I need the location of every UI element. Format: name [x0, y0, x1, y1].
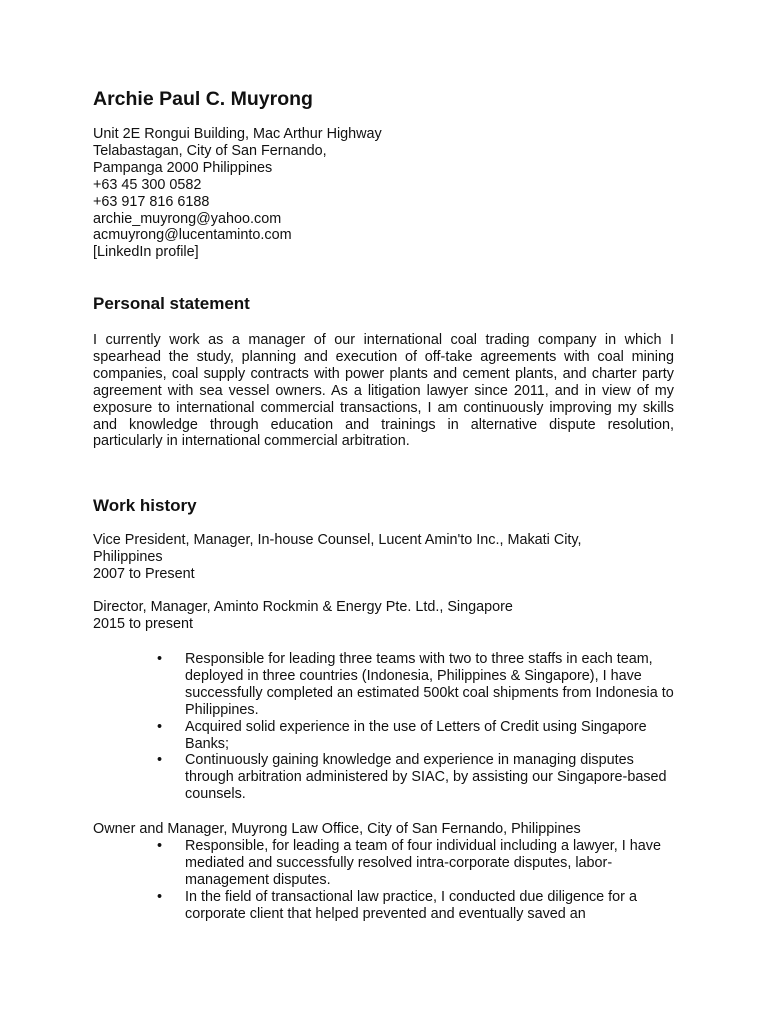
job-title: Vice President, Manager, In-house Counsel, Lucent Amin'to Inc., Makati City, — [93, 532, 582, 548]
law-office-responsibilities-list — [157, 838, 677, 923]
list-item-text: In the field of transactional law practice, I conducted due diligence for a corporate client that helped prevented and eventually saved an — [185, 888, 637, 922]
address-line-2: Telabastagan, City of San Fernando, — [93, 142, 327, 159]
job-title: Director, Manager, Aminto Rockmin & Energy Pte. Ltd., Singapore — [93, 599, 513, 615]
job-entry-law-office — [93, 821, 581, 838]
bullet-icon: • — [157, 651, 163, 667]
bullet-icon: • — [157, 888, 163, 905]
job-title: Owner and Manager, Muyrong Law Office, City of San Fernando, Philippines — [93, 821, 581, 837]
email-work: acmuyrong@lucentaminto.com — [93, 227, 292, 244]
candidate-name: Archie Paul C. Muyrong — [93, 88, 313, 110]
list-item — [157, 889, 677, 923]
linkedin-link[interactable]: [LinkedIn profile] — [93, 244, 199, 261]
bullet-icon: • — [157, 718, 163, 735]
list-item-text: Acquired solid experience in the use of Letters of Credit using Singapore Banks; — [185, 718, 647, 752]
list-item — [157, 752, 677, 803]
list-item — [157, 719, 677, 753]
work-history-heading: Work history — [93, 496, 197, 515]
address-line-3: Pampanga 2000 Philippines — [93, 159, 273, 176]
personal-statement-heading: Personal statement — [93, 294, 250, 313]
aminto-responsibilities-list — [157, 651, 677, 803]
list-item — [157, 838, 677, 889]
phone-landline: +63 45 300 0582 — [93, 176, 202, 193]
list-item — [157, 651, 677, 719]
phone-mobile: +63 917 816 6188 — [93, 193, 210, 210]
email-personal: archie_muyrong@yahoo.com — [93, 210, 282, 227]
list-item-text: Responsible, for leading a team of four individual including a lawyer, I have mediated and successfully resolved intra-corporate disputes, labor-management disputes. — [185, 838, 661, 888]
list-item-text: Continuously gaining knowledge and experience in managing disputes through arbitration administered by SIAC, by assisting our Singapore-based counsels. — [185, 752, 667, 803]
contact-block — [93, 126, 382, 261]
job-entry-lucent — [93, 532, 582, 583]
job-period: 2015 to present — [93, 615, 194, 632]
bullet-icon: • — [157, 752, 163, 769]
address-line-1: Unit 2E Rongui Building, Mac Arthur Highway — [93, 126, 382, 142]
job-entry-aminto — [93, 599, 513, 633]
personal-statement-body: I currently work as a manager of our international coal trading company in which I spearhead the study, planning and execution of off-take agreements with coal mining companies, coal supply contracts with power plants and cement plants, and charter party agreement with sea vessel owners. As a litigation lawyer since 2011, and in view of my exposure to international commercial transactions, I am continuously improving my skills and knowledge through education and trainings in alternative dispute resolution, particularly in international commercial arbitration. — [93, 332, 674, 450]
bullet-icon: • — [157, 838, 163, 854]
list-item-text: Responsible for leading three teams with two to three staffs in each team, deployed in three countries (Indonesia, Philippines & Singapore), I have successfully completed an estimated 500kt coal shipments from Indonesia to Philippines. — [185, 651, 674, 718]
job-period: 2007 to Present — [93, 565, 195, 582]
job-title-continued: Philippines — [93, 548, 163, 565]
